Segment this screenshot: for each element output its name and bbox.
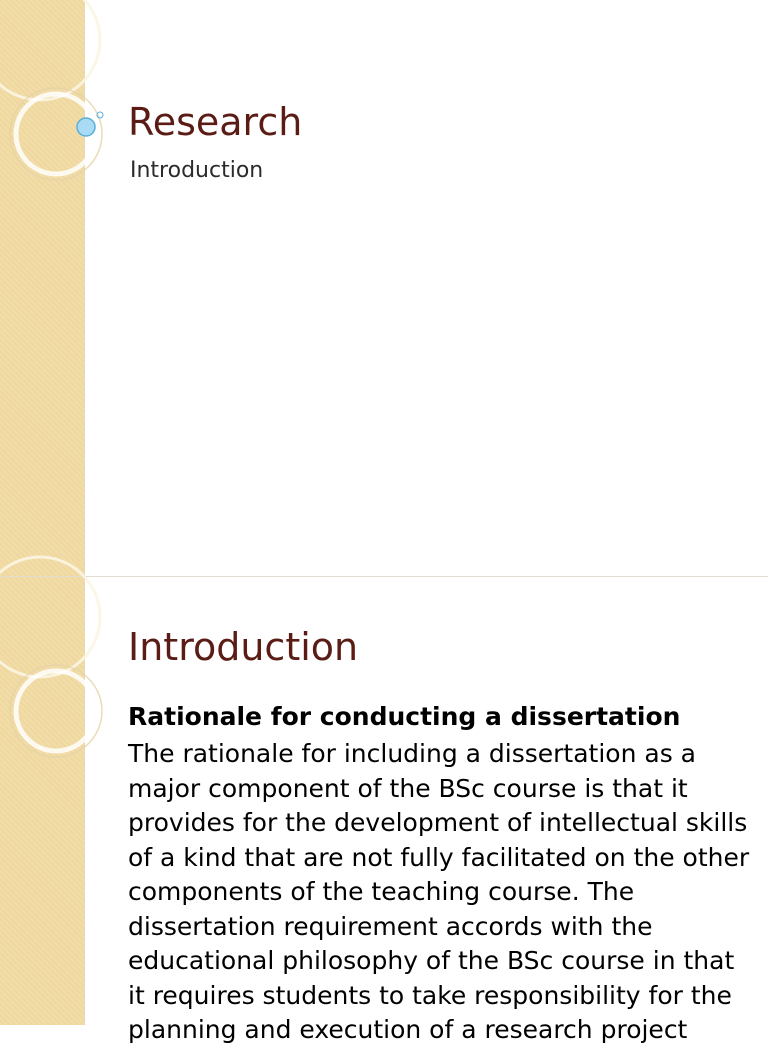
slide-title: Research <box>128 100 303 144</box>
section-heading: Rationale for conducting a dissertation <box>128 702 681 731</box>
blue-bubble-icon <box>77 118 95 136</box>
ring-decoration-icon <box>0 577 120 1025</box>
slide-2 <box>0 576 768 1044</box>
slide-subtitle: Introduction <box>130 158 264 183</box>
slide-title: Introduction <box>128 625 359 669</box>
slide-body <box>128 701 758 1048</box>
decorative-side-strip <box>0 577 85 1025</box>
ring-decoration-icon <box>0 0 120 576</box>
decorative-side-strip <box>0 0 85 576</box>
body-paragraph: The rationale for including a dissertation as a major component of the BSc course is that it provides for the development of intellectual skills of a kind that are not fully facilitated on the other components of the teaching course. The dissertation requirement accords with the educational philosophy of the BSc course in that it requires students to take responsibility for the planning and execution of a research project <box>128 739 750 1044</box>
